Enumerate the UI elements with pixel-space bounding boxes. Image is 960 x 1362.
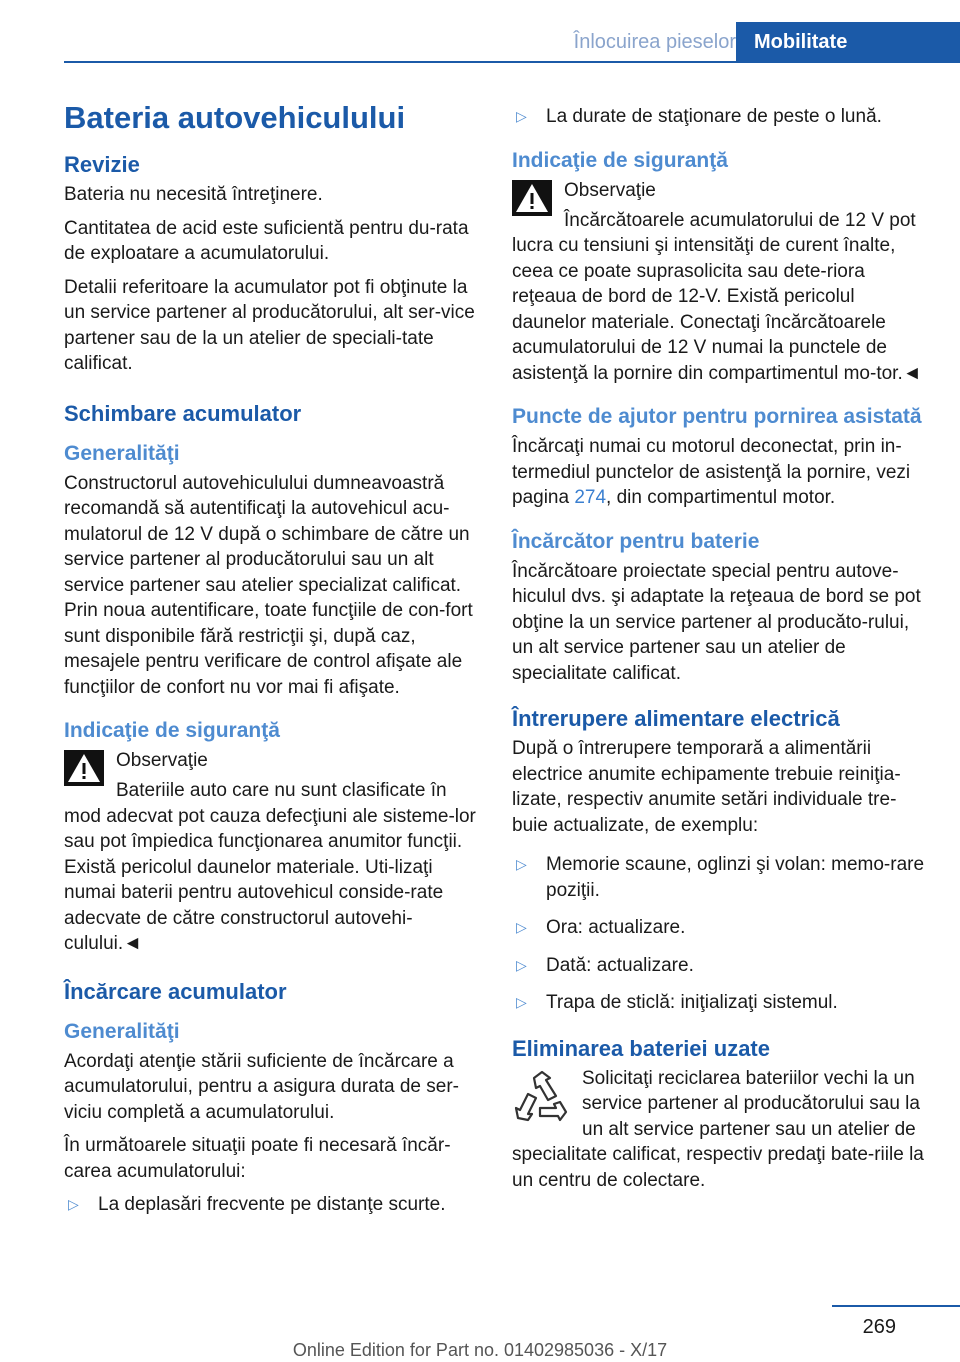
- warning-text: Încărcătoarele acumulatorului de 12 V pot lucra cu tensiuni şi intensităţi de curent înalte, ceea ce poate suprasolicita sau dete‐riora reţeaua de bord de 12-V. Există pericolul daunelor materiale. Conectaţi încărcătoarele acumulatorului de 12 V numai la punctele de asistenţă la pornire din compartimentul mo‐tor.◄: [512, 209, 922, 384]
- triangle-bullet-icon: ▷: [516, 919, 527, 935]
- recycle-icon: [512, 1068, 572, 1128]
- subheading-generalitati: Generalităţi: [64, 441, 180, 465]
- heading-eliminare: Eliminarea bateriei uzate: [512, 1035, 770, 1061]
- triangle-bullet-icon: ▷: [516, 956, 527, 973]
- subheading-incarcator: Încărcător pentru baterie: [512, 529, 760, 553]
- list-item: ▷ Memorie scaune, oglinzi şi volan: memo‐rare poziţii.: [516, 854, 925, 901]
- page-number: 269: [862, 1316, 896, 1338]
- section-title: Înlocuirea pieselor: [573, 31, 736, 53]
- paragraph: Solicitaţi reciclarea bateriilor vechi la un service partener al producătorului sau la un alt service partener sau un atelier de specialitate calificat, respectiv predaţi bate‐riile la un centru de colectare.: [512, 1067, 924, 1191]
- edition-footer: Online Edition for Part no. 01402985036 - X/17: [292, 1340, 668, 1360]
- paragraph: Detalii referitoare la acumulator pot fi obţinute la un service partener al producătorului, alt ser‐vice partener sau de la un atelier de speciali‐tate calificat.: [64, 276, 475, 374]
- warning-block: [512, 178, 928, 232]
- tab-mobilitate[interactable]: Mobilitate: [736, 22, 960, 62]
- warning-label: Observaţie: [116, 750, 208, 771]
- header-rule: [64, 61, 960, 63]
- list-item: ▷ Dată: actualizare.: [512, 953, 928, 979]
- page-title: Bateria autovehiculului: [64, 100, 406, 135]
- warning-icon: [64, 750, 104, 786]
- page-link[interactable]: 274: [574, 487, 607, 508]
- recycle-block: [512, 1066, 928, 1194]
- heading-incarcare: Încărcare acumulator: [64, 978, 287, 1004]
- subheading-puncte: Puncte de ajutor pentru pornirea asistată: [512, 405, 922, 428]
- list-item: ▷ La durate de staţionare de peste o lună.: [512, 104, 928, 130]
- paragraph: Cantitatea de acid este suficientă pentru du‐rata de exploatare a acumulatorului.: [64, 217, 469, 264]
- paragraph: Încărcaţi numai cu motorul deconectat, prin in‐termediul punctelor de asistenţă la pornire, vezi pagina 274, din compartimentul motor.: [512, 436, 911, 508]
- list-item: ▷ Ora: actualizare.: [512, 915, 928, 941]
- bullet-list: [64, 1192, 480, 1218]
- right-column: [512, 96, 928, 1201]
- left-column: [64, 96, 480, 1230]
- footer-rule: [832, 1305, 960, 1307]
- bullet-list: [512, 852, 928, 1016]
- paragraph: Constructorul autovehiculului dumneavoastră recomandă să autentificaţi la autovehicul acu‐mulatorul de 12 V după o schimbare de către un service partener al producătorului sau un alt service partener sau atelier specializat calificat. Prin noua autentificare, toate funcţiile de con‐fort sunt disponibile fără restricţii şi, după caz, mesajele pentru verificare de control afişate ale funcţiilor de confort nu vor mai fi afişate.: [64, 472, 473, 698]
- heading-schimbare: Schimbare acumulator: [64, 400, 302, 426]
- paragraph: În următoarele situaţii poate fi necesară încăr‐carea acumulatorului:: [64, 1135, 451, 1182]
- heading-revizie: Revizie: [64, 152, 140, 177]
- triangle-bullet-icon: ▷: [516, 856, 527, 872]
- paragraph: Acordaţi atenţie stării suficiente de încărcare a acumulatorului, pentru a asigura durata de ser‐viciu completă a acumulatorului.: [64, 1050, 460, 1123]
- subheading-generalitati: Generalităţi: [64, 1019, 180, 1043]
- bullet-list: [512, 104, 928, 130]
- list-item: ▷ Trapa de sticlă: iniţializaţi sistemul.: [512, 990, 928, 1016]
- warning-icon: [512, 180, 552, 216]
- paragraph: După o întrerupere temporară a alimentării electrice anumite echipamente trebuie reiniţia‐lizate, respectiv anumite setări individuale tre‐buie actualizate, de exemplu:: [512, 738, 901, 836]
- paragraph: Bateria nu necesită întreţinere.: [64, 184, 323, 205]
- subheading-safety: Indicaţie de siguranţă: [512, 148, 728, 172]
- subheading-safety: Indicaţie de siguranţă: [64, 719, 280, 742]
- triangle-bullet-icon: ▷: [68, 1196, 79, 1212]
- triangle-bullet-icon: ▷: [516, 994, 527, 1010]
- warning-text: Bateriile auto care nu sunt clasificate în mod adecvat pot cauza defecţiuni ale sisteme‐lor sau pot împiedica funcţionarea anumitor funcţii. Există pericolul daunelor materiale. Uti‐lizaţi numai baterii pentru autovehicul conside‐rate adecvate de către constructorul autovehi‐culului.◄: [64, 780, 476, 954]
- paragraph: Încărcătoare proiectate special pentru autove‐hiculul dvs. şi adaptate la reţeaua de bord se pot obţine la un service partener al producăto‐rului, un alt service partener sau un atelier de specialitate calificat.: [512, 560, 921, 684]
- warning-label: Observaţie: [564, 179, 656, 201]
- page-header: [64, 22, 960, 62]
- list-item: ▷ La deplasări frecvente pe distanţe scurte.: [64, 1192, 480, 1218]
- triangle-bullet-icon: ▷: [516, 108, 527, 124]
- warning-block: [64, 748, 480, 802]
- heading-intrerupere: Întrerupere alimentare electrică: [512, 706, 840, 731]
